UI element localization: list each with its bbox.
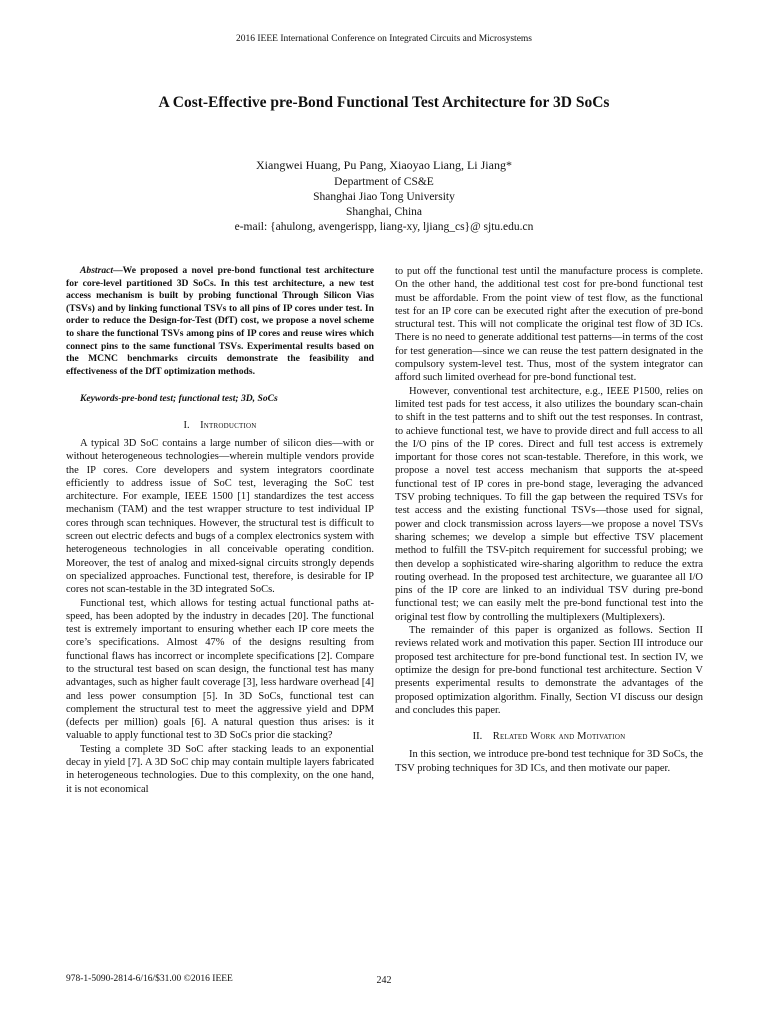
- author-email: e-mail: {ahulong, avengerispp, liang-xy, ljiang_cs}@ sjtu.edu.cn: [234, 221, 534, 233]
- paragraph: In this section, we introduce pre-bond test technique for 3D SoCs, the TSV probing techniques for 3D ICs, and then motivate our paper.: [395, 749, 703, 774]
- section-title: Introduction: [200, 419, 257, 431]
- paper-title: A Cost-Effective pre-Bond Functional Test Architecture for 3D SoCs: [158, 94, 610, 111]
- author-department: Department of CS&E: [334, 176, 434, 188]
- paragraph: Functional test, which allows for testing actual functional paths at-speed, has been adopted by the industry in decades [20]. The functional test is extremely important to ensuring whether each IP core meets the core’s specifications. Almost 47% of the designs resulting from functional flaws has incorrect or incomplete specifications [2]. Compare to the structural test based on scan design, the functional test has many advantages, such as higher fault coverage [3], less hardware overhead [4] and less power consumption [5]. In 3D SoCs, functional test can complement the structural test to meet the aggressive yield and DPM (defects per million) goals [6]. A natural question thus arises: is it valuable to apply functional test to 3D SoCs prior die stacking?: [66, 597, 374, 742]
- left-column: [66, 265, 374, 796]
- right-column: [395, 265, 703, 775]
- footer-isbn: 978-1-5090-2814-6/16/$31.00 ©2016 IEEE: [66, 974, 233, 984]
- section-number: I.: [183, 419, 190, 431]
- section-number: II.: [472, 731, 483, 743]
- author-names: Xiangwei Huang, Pu Pang, Xiaoyao Liang, Li Jiang*: [256, 158, 512, 172]
- abstract: [66, 265, 374, 378]
- paragraph: to put off the functional test until the manufacture process is complete. On the other hand, the additional test cost for pre-bond functional test must be affordable. From the point view of test flow, as the functional test for an IP core can be executed right after the execution of pre-bond structural test. This will not complicate the original test flow of 3D ICs. There is no need to generate additional test patterns—in terms of the cost for test generation—since we can reuse the test pattern designated in the compulsory system-level test. Thus, most of the system integrator can afford such limited overhead for pre-bond functional test.: [395, 266, 703, 384]
- paragraph: The remainder of this paper is organized as follows. Section II reviews related work and motivation this paper. Section III introduce our proposed test architecture for pre-bond functional test. In section IV, we optimize the design for pre-bond functional test architecture. Section V presents experimental results to demonstrate the advantages of the proposed optimization algorithm. Finally, Section VI discuss our design and concludes this paper.: [395, 625, 703, 716]
- section-heading: [66, 419, 374, 432]
- author-university: Shanghai Jiao Tong University: [313, 191, 455, 203]
- author-block: [0, 158, 768, 235]
- author-location: Shanghai, China: [345, 206, 423, 218]
- conference-header: 2016 IEEE International Conference on Integrated Circuits and Microsystems: [236, 34, 532, 44]
- abstract-text: —We proposed a novel pre-bond functional test architecture for core-level partitioned 3D SoCs. In this test architecture, a new test access mechanism is built by probing functional Through Silicon Vias (TSVs) and by linking functional TSVs to all pins of IP cores under test. In order to reduce the Design-for-Test (DfT) cost, we propose a novel scheme to share the functional TSVs among pins of IP cores and reuse wires which connect pins to the same functional TSVs. Experimental results based on the MCNC benchmarks circuits demonstrate the feasibility and effectiveness of the DfT optimization methods.: [66, 265, 374, 377]
- page-number: 242: [376, 975, 392, 986]
- paragraph: However, conventional test architecture, e.g., IEEE P1500, relies on limited test pads for test access, it also utilizes the boundary scan-chain to shift in the test patterns and to shift out the test responses. In contrast, to achieve functional test, we have to provide direct and full access to all the I/O pins of the IP cores. Direct and full test access is extremely important for those cores not scan-testable. Therefore, in this work, we propose a novel test access mechanism that supports the at-speed functional test of IP cores in pre-bond stage, leveraging the advanced TSV probing techniques. To fill the gap between the required TSVs for test access and the existing functional TSVs—those used for signal, power and clock transmission across layers—we propose a novel TSVs sharing schemes; we develop a simple but effective TSV placement method to fulfill the TSV-pitch requirement for successful probing; we then develop a sophisticated wire-sharing algorithm to reduce the extra routing overhead. In the proposed test architecture, we guarantee all I/O pins of the IP core are linked to an individual TSV during pre-bond functional test; we can easily melt the pre-bond functional test into the original test flow by controlling the multiplexers (Multiplexers).: [395, 385, 703, 623]
- abstract-label: Abstract: [80, 265, 114, 276]
- paragraph: Testing a complete 3D SoC after stacking leads to an exponential decay in yield [7]. A 3D SoC chip may contain multiple layers fabricated in heterogeneous technologies. Due to this complexity, on the one hand, it is not economical: [66, 743, 374, 795]
- keywords: Keywords-pre-bond test; functional test; 3D, SoCs: [80, 393, 278, 405]
- paragraph: A typical 3D SoC contains a large number of silicon dies—with or without heterogeneous technologies—wherein multiple vendors provide the IP cores. Core developers and system integrators coordinate efficiently to address issue of SoC test, leveraging the SoC test architecture. For example, IEEE 1500 [1] standardizes the test access mechanism (TAM) and the test wrapper structure to test individual IP cores through scan techniques. However, the structural test is difficult to screen out electric defects and bugs of a complex electronics system with heterogeneous technologies in all conceivable operating condition. Moreover, the test of analog and mixed-signal circuits strongly depends on specialized approaches. Functional test, therefore, is desirable for IP cores not scan-testable in the 3D integrated SoCs.: [66, 437, 374, 596]
- section-title: Related Work and Motivation: [492, 731, 626, 743]
- section-heading: [395, 730, 703, 743]
